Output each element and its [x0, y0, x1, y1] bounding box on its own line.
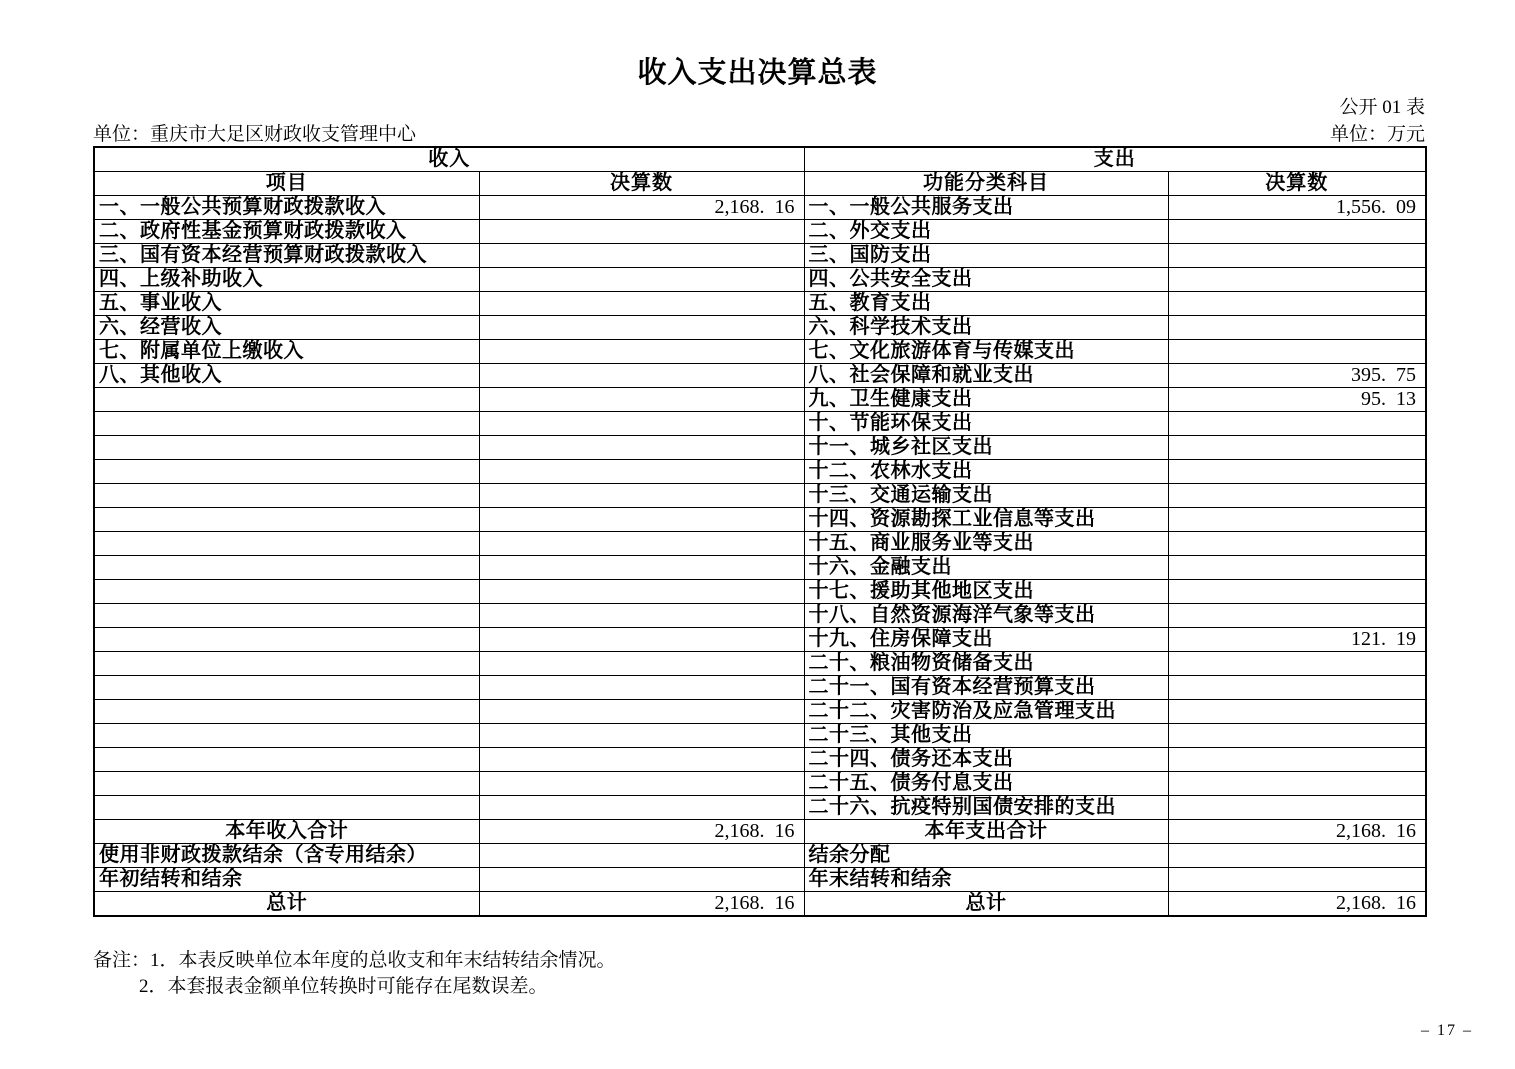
- note-line-2: [93, 974, 616, 1000]
- income-amount-cell: 2,168. 16: [479, 196, 804, 220]
- expenditure-item-cell: 年末结转和结余: [804, 868, 1168, 892]
- income-amount-cell: [479, 508, 804, 532]
- expenditure-item-cell: 十一、城乡社区支出: [804, 436, 1168, 460]
- expenditure-item-cell: 十二、农林水支出: [804, 460, 1168, 484]
- table-row: [94, 292, 1426, 316]
- expenditure-amount-cell: [1168, 556, 1426, 580]
- currency-unit-label: 单位：万元: [1329, 124, 1425, 145]
- expenditure-item-cell: 六、科学技术支出: [804, 316, 1168, 340]
- table-row: [94, 652, 1426, 676]
- income-amount-cell: [479, 652, 804, 676]
- expenditure-item-cell: 一、一般公共服务支出: [804, 196, 1168, 220]
- income-amount-cell: [479, 556, 804, 580]
- expenditure-item-cell: 九、卫生健康支出: [804, 388, 1168, 412]
- expenditure-item-cell: 二十二、灾害防治及应急管理支出: [804, 700, 1168, 724]
- income-item-cell: 七、附属单位上缴收入: [94, 340, 479, 364]
- income-amount-cell: [479, 604, 804, 628]
- income-amount-cell: [479, 292, 804, 316]
- expenditure-item-cell: 十七、援助其他地区支出: [804, 580, 1168, 604]
- table-row: [94, 748, 1426, 772]
- income-item-cell: 二、政府性基金预算财政拨款收入: [94, 220, 479, 244]
- income-item-cell: [94, 772, 479, 796]
- expenditure-item-cell: 二十一、国有资本经营预算支出: [804, 676, 1168, 700]
- expenditure-amount-cell: 121. 19: [1168, 628, 1426, 652]
- column-header-row: [94, 172, 1426, 196]
- table-row: [94, 580, 1426, 604]
- table-row: [94, 796, 1426, 820]
- table-row: [94, 268, 1426, 292]
- col-header-income-amount: 决算数: [479, 172, 804, 196]
- income-amount-cell: [479, 364, 804, 388]
- col-header-item: 项目: [94, 172, 479, 196]
- org-unit-label: 单位：重庆市大足区财政收支管理中心: [93, 124, 417, 145]
- unit-line: [93, 119, 1425, 146]
- notes-block: [93, 948, 616, 1000]
- expenditure-amount-cell: 2,168. 16: [1168, 820, 1426, 844]
- income-item-cell: 一、一般公共预算财政拨款收入: [94, 196, 479, 220]
- expenditure-amount-cell: 1,556. 09: [1168, 196, 1426, 220]
- income-item-cell: [94, 412, 479, 436]
- page-title: 收入支出决算总表: [637, 57, 878, 89]
- income-item-cell: [94, 700, 479, 724]
- expenditure-item-cell: 十三、交通运输支出: [804, 484, 1168, 508]
- income-amount-cell: [479, 532, 804, 556]
- income-item-cell: 总计: [94, 892, 479, 917]
- group-header-row: [94, 147, 1426, 172]
- income-amount-cell: [479, 844, 804, 868]
- income-amount-cell: [479, 580, 804, 604]
- income-amount-cell: [479, 316, 804, 340]
- table-row: [94, 556, 1426, 580]
- income-amount-cell: [479, 676, 804, 700]
- expenditure-item-cell: 十四、资源勘探工业信息等支出: [804, 508, 1168, 532]
- expenditure-item-cell: 本年支出合计: [804, 820, 1168, 844]
- budget-summary-table: [93, 146, 1427, 917]
- income-amount-cell: 2,168. 16: [479, 892, 804, 917]
- table-row: [94, 700, 1426, 724]
- expenditure-amount-cell: [1168, 844, 1426, 868]
- income-item-cell: 使用非财政拨款结余（含专用结余）: [94, 844, 479, 868]
- income-item-cell: [94, 676, 479, 700]
- expenditure-amount-cell: [1168, 700, 1426, 724]
- table-row: [94, 196, 1426, 220]
- table-row: [94, 316, 1426, 340]
- income-amount-cell: [479, 220, 804, 244]
- doc-number-label: 公开 01 表: [1339, 97, 1425, 118]
- table-row: [94, 604, 1426, 628]
- expenditure-item-cell: 总计: [804, 892, 1168, 917]
- expenditure-amount-cell: [1168, 724, 1426, 748]
- table-body: [94, 196, 1426, 917]
- expenditure-item-cell: 十九、住房保障支出: [804, 628, 1168, 652]
- income-amount-cell: [479, 484, 804, 508]
- table-row: [94, 484, 1426, 508]
- table-row: [94, 340, 1426, 364]
- expenditure-amount-cell: [1168, 340, 1426, 364]
- income-amount-cell: [479, 772, 804, 796]
- income-item-cell: [94, 532, 479, 556]
- income-item-cell: [94, 580, 479, 604]
- income-item-cell: [94, 652, 479, 676]
- income-amount-cell: [479, 388, 804, 412]
- income-amount-cell: [479, 460, 804, 484]
- income-item-cell: [94, 628, 479, 652]
- table-row: [94, 364, 1426, 388]
- income-group-header: 收入: [94, 147, 804, 172]
- table-row: [94, 772, 1426, 796]
- income-item-cell: [94, 436, 479, 460]
- expenditure-item-cell: 八、社会保障和就业支出: [804, 364, 1168, 388]
- table-footer-row: [94, 892, 1426, 917]
- expenditure-item-cell: 二十三、其他支出: [804, 724, 1168, 748]
- table-row: [94, 724, 1426, 748]
- expenditure-item-cell: 结余分配: [804, 844, 1168, 868]
- col-header-function: 功能分类科目: [804, 172, 1168, 196]
- expenditure-amount-cell: [1168, 436, 1426, 460]
- income-item-cell: 本年收入合计: [94, 820, 479, 844]
- income-item-cell: [94, 796, 479, 820]
- table-row: [94, 460, 1426, 484]
- expenditure-amount-cell: [1168, 460, 1426, 484]
- income-item-cell: [94, 556, 479, 580]
- expenditure-item-cell: 二十、粮油物资储备支出: [804, 652, 1168, 676]
- expenditure-item-cell: 四、公共安全支出: [804, 268, 1168, 292]
- income-item-cell: 三、国有资本经营预算财政拨款收入: [94, 244, 479, 268]
- expenditure-amount-cell: [1168, 604, 1426, 628]
- col-header-expense-amount: 决算数: [1168, 172, 1426, 196]
- expenditure-amount-cell: 95. 13: [1168, 388, 1426, 412]
- expenditure-amount-cell: [1168, 412, 1426, 436]
- expenditure-amount-cell: [1168, 796, 1426, 820]
- expenditure-item-cell: 七、文化旅游体育与传媒支出: [804, 340, 1168, 364]
- expenditure-amount-cell: [1168, 292, 1426, 316]
- income-item-cell: 四、上级补助收入: [94, 268, 479, 292]
- expenditure-amount-cell: [1168, 220, 1426, 244]
- table-row: [94, 244, 1426, 268]
- income-amount-cell: [479, 340, 804, 364]
- expenditure-group-header: 支出: [804, 147, 1426, 172]
- note-text-1: 1．本表反映单位本年度的总收支和年末结转结余情况。: [150, 950, 616, 971]
- note-line-1: [93, 948, 616, 974]
- expenditure-amount-cell: 2,168. 16: [1168, 892, 1426, 917]
- table-row: [94, 532, 1426, 556]
- income-amount-cell: [479, 628, 804, 652]
- expenditure-amount-cell: [1168, 268, 1426, 292]
- expenditure-item-cell: 十五、商业服务业等支出: [804, 532, 1168, 556]
- note-text-2: 2．本套报表金额单位转换时可能存在尾数误差。: [139, 976, 548, 997]
- income-item-cell: [94, 460, 479, 484]
- expenditure-item-cell: 五、教育支出: [804, 292, 1168, 316]
- expenditure-item-cell: 二、外交支出: [804, 220, 1168, 244]
- table-footer-row: [94, 844, 1426, 868]
- income-amount-cell: [479, 268, 804, 292]
- income-item-cell: [94, 508, 479, 532]
- notes-label: 备注：: [93, 950, 151, 971]
- income-item-cell: [94, 484, 479, 508]
- income-amount-cell: [479, 700, 804, 724]
- expenditure-item-cell: 二十四、债务还本支出: [804, 748, 1168, 772]
- expenditure-item-cell: 十、节能环保支出: [804, 412, 1168, 436]
- table-row: [94, 388, 1426, 412]
- income-amount-cell: [479, 724, 804, 748]
- income-amount-cell: [479, 748, 804, 772]
- expenditure-amount-cell: [1168, 676, 1426, 700]
- table-row: [94, 676, 1426, 700]
- expenditure-item-cell: 十八、自然资源海洋气象等支出: [804, 604, 1168, 628]
- table-row: [94, 220, 1426, 244]
- income-item-cell: [94, 388, 479, 412]
- expenditure-item-cell: 二十六、抗疫特别国债安排的支出: [804, 796, 1168, 820]
- income-item-cell: [94, 724, 479, 748]
- expenditure-amount-cell: [1168, 484, 1426, 508]
- income-item-cell: [94, 604, 479, 628]
- page-number: – 17 –: [1421, 1022, 1473, 1039]
- expenditure-amount-cell: [1168, 580, 1426, 604]
- expenditure-amount-cell: [1168, 772, 1426, 796]
- income-item-cell: 年初结转和结余: [94, 868, 479, 892]
- table-footer-row: [94, 820, 1426, 844]
- table-row: [94, 628, 1426, 652]
- income-item-cell: 五、事业收入: [94, 292, 479, 316]
- income-item-cell: [94, 748, 479, 772]
- income-item-cell: 六、经营收入: [94, 316, 479, 340]
- expenditure-amount-cell: [1168, 748, 1426, 772]
- expenditure-amount-cell: [1168, 244, 1426, 268]
- income-item-cell: 八、其他收入: [94, 364, 479, 388]
- expenditure-amount-cell: [1168, 316, 1426, 340]
- income-amount-cell: [479, 796, 804, 820]
- expenditure-amount-cell: [1168, 868, 1426, 892]
- income-amount-cell: [479, 244, 804, 268]
- income-amount-cell: [479, 436, 804, 460]
- expenditure-amount-cell: [1168, 652, 1426, 676]
- expenditure-amount-cell: 395. 75: [1168, 364, 1426, 388]
- expenditure-item-cell: 二十五、债务付息支出: [804, 772, 1168, 796]
- income-amount-cell: [479, 868, 804, 892]
- expenditure-amount-cell: [1168, 532, 1426, 556]
- expenditure-amount-cell: [1168, 508, 1426, 532]
- table-row: [94, 412, 1426, 436]
- income-amount-cell: [479, 412, 804, 436]
- expenditure-item-cell: 三、国防支出: [804, 244, 1168, 268]
- expenditure-item-cell: 十六、金融支出: [804, 556, 1168, 580]
- table-row: [94, 508, 1426, 532]
- table-footer-row: [94, 868, 1426, 892]
- income-amount-cell: 2,168. 16: [479, 820, 804, 844]
- table-row: [94, 436, 1426, 460]
